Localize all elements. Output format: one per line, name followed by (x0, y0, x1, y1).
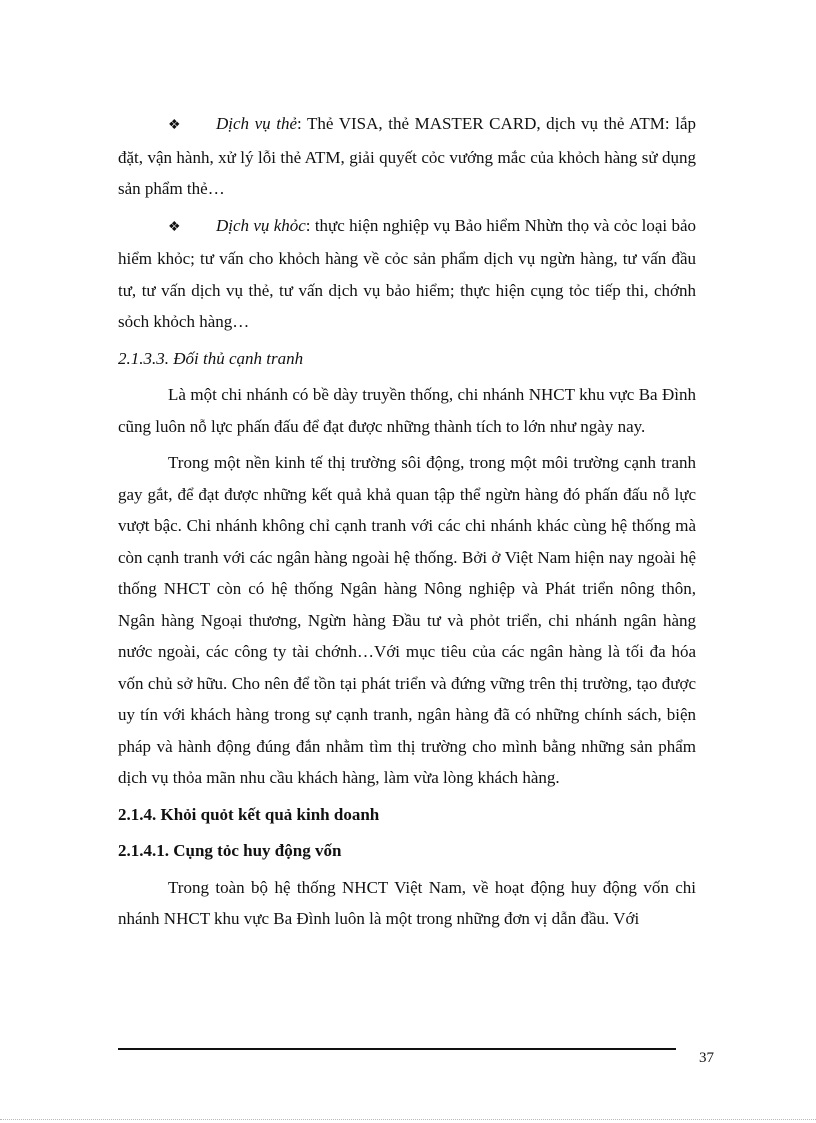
bullet-lead-text: Dịch vụ khỏc (216, 215, 306, 235)
body-paragraph: Trong toàn bộ hệ thống NHCT Việt Nam, về hoạt động huy động vốn chi nhánh NHCT khu vực Ba Đình luôn là một trong những đơn vị dẫn đầu. Với (118, 877, 696, 928)
bullet-body-text: : thực hiện nghiệp vụ Bảo hiểm Nhừn thọ và cỏc loại bảo hiểm khỏc; tư vấn cho khỏch hàng về cỏc sản phẩm dịch vụ ngừn hàng, tư vấn đầu tư, tư vấn dịch vụ thẻ, tư vấn dịch vụ bảo hiểm; thực hiện cụng tỏc tiếp thi, chớnh sỏch khỏch hàng… (118, 215, 696, 331)
footer-rule (118, 1048, 676, 1050)
diamond-bullet-icon: ❖ (168, 118, 181, 133)
section-heading-competitors: 2.1.3.3. Đối thủ cạnh tranh (118, 348, 304, 368)
diamond-bullet-icon: ❖ (168, 219, 181, 235)
body-paragraph: Trong một nền kinh tế thị trường sôi động, trong một môi trường cạnh tranh gay gắt, để đạt được những kết quả khả quan tập thể ngừn hàng đó phấn đấu nỗ lực vượt bậc. Chi nhánh không chỉ cạnh tranh với các chi nhánh khác cùng hệ thống mà còn cạnh tranh với các ngân hàng ngoài hệ thống. Bởi ở Việt Nam hiện nay ngoài hệ thống NHCT còn có hệ thống Ngân hàng Nông nghiệp và Phát triển nông thôn, Ngân hàng Ngoại thương, Ngừn hàng Đầu tư và phỏt triển, chi nhánh ngân hàng nước ngoài, các công ty tài chớnh…Với mục tiêu của các ngân hàng là tối đa hóa vốn chủ sở hữu. Cho nên để tồn tại phát triển và đứng vững trên thị trường, tạo được uy tín với khách hàng trong sự cạnh tranh, ngân hàng đã có những chính sách, biện pháp và hành động đúng đắn nhằm tìm thị trường cho mình bằng những sản phẩm dịch vụ thỏa mãn nhu cầu khách hàng, làm vừa lòng khách hàng. (118, 453, 696, 787)
page-number: 37 (699, 1050, 714, 1066)
bullet-paragraph-card-services (118, 108, 696, 205)
document-body (118, 108, 696, 940)
bullet-paragraph-other-services (118, 210, 696, 338)
section-heading-business-results: 2.1.4. Khỏi quỏt kết quả kinh doanh (118, 804, 380, 824)
bullet-lead-text: Dịch vụ thẻ (216, 114, 298, 133)
section-heading-capital-mobilization: 2.1.4.1. Cụng tỏc huy động vốn (118, 841, 342, 860)
page-bottom-dotted-border (0, 1119, 816, 1120)
bullet-body-text: : Thẻ VISA, thẻ MASTER CARD, dịch vụ thẻ ATM: lắp đặt, vận hành, xử lý lỗi thẻ ATM, giải quyết cỏc vướng mắc của khỏch hàng sử dụng sản phẩm thẻ… (118, 114, 696, 198)
body-paragraph: Là một chi nhánh có bề dày truyền thống, chi nhánh NHCT khu vực Ba Đình cũng luôn nỗ lực phấn đấu để đạt được những thành tích to lớn như ngày nay. (118, 385, 696, 436)
